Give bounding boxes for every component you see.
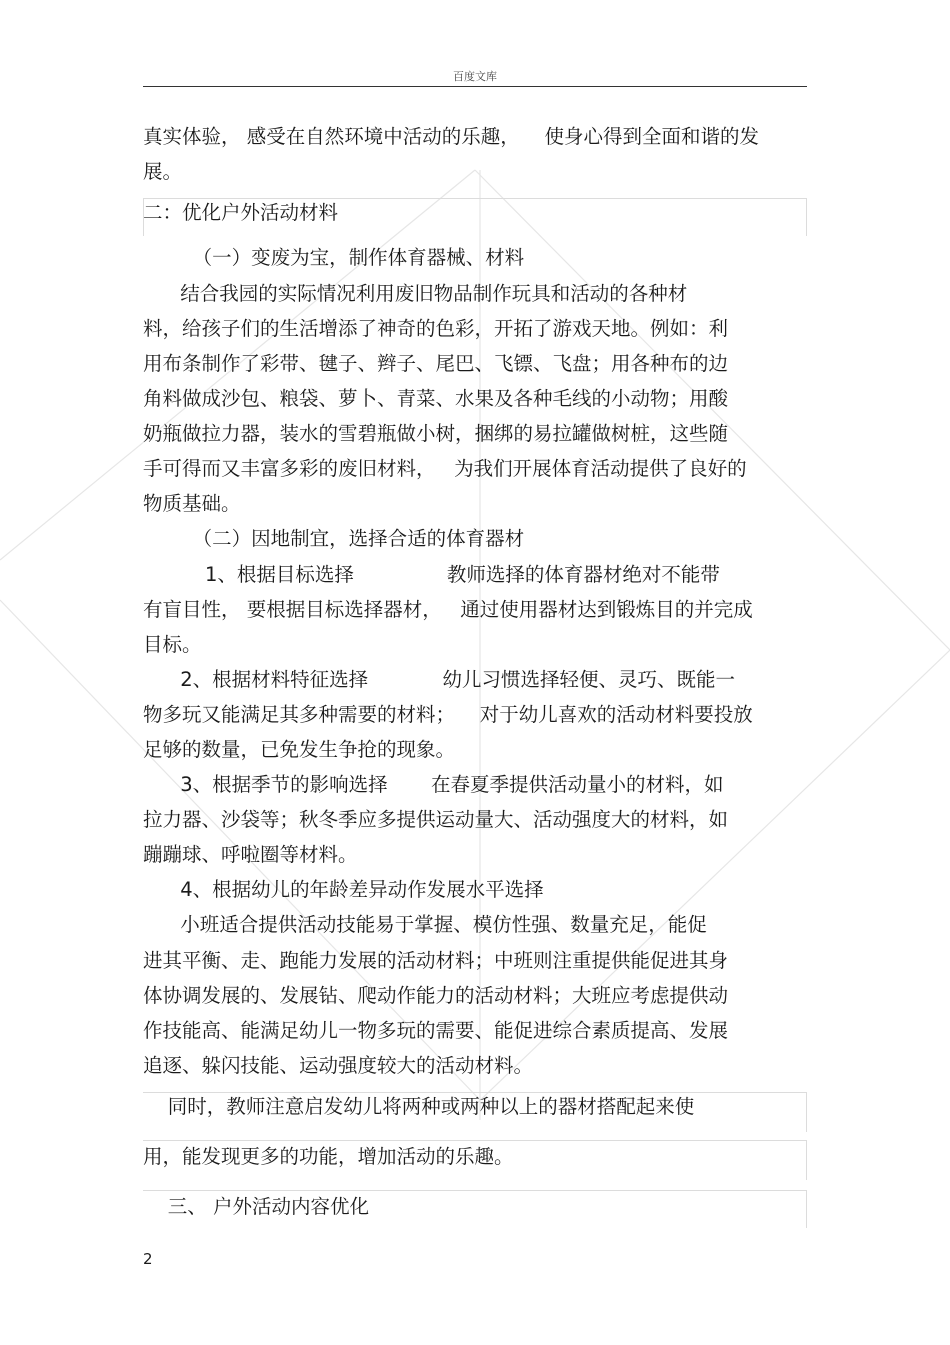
text-line: 2、根据材料特征选择 幼儿习惯选择轻便、灵巧、既能一 (143, 668, 735, 691)
text-line: 物质基础。 (143, 492, 241, 515)
text-line: 追逐、躲闪技能、运动强度较大的活动材料。 (143, 1054, 534, 1077)
text-line: 1、根据目标选择 教师选择的体育器材绝对不能带 (143, 563, 720, 586)
text-line: 用布条制作了彩带、毽子、辫子、尾巴、飞镖、飞盘；用各种布的边 (143, 352, 729, 375)
text-line: 结合我园的实际情况利用废旧物品制作玩具和活动的各种材 (143, 282, 688, 305)
box-line (806, 198, 807, 236)
text-line: 3、根据季节的影响选择 在春夏季提供活动量小的材料，如 (143, 773, 724, 796)
box-line (806, 1092, 807, 1132)
page-number: 2 (143, 1250, 153, 1268)
text-line: 蹦蹦球、呼啦圈等材料。 (143, 843, 358, 866)
text-line: 进其平衡、走、跑能力发展的活动材料；中班则注重提供能促进其身 (143, 949, 729, 972)
subsection-heading: （二）因地制宜，选择合适的体育器材 (143, 527, 525, 550)
text-line: 4、根据幼儿的年龄差异动作发展水平选择 (143, 878, 544, 901)
header-title: 百度文库 (453, 70, 497, 83)
text-line: 作技能高、能满足幼儿一物多玩的需要、能促进综合素质提高、发展 (143, 1019, 729, 1042)
text-line: 目标。 (143, 633, 202, 656)
text-line: 用，能发现更多的功能，增加活动的乐趣。 (143, 1145, 514, 1168)
text-line: 有盲目性， 要根据目标选择器材， 通过使用器材达到锻炼目的并完成 (143, 598, 753, 621)
text-line: 料，给孩子们的生活增添了神奇的色彩，开拓了游戏天地。例如：利 (143, 317, 729, 340)
section-heading: 三、 户外活动内容优化 (143, 1195, 369, 1218)
text-line: 足够的数量，已免发生争抢的现象。 (143, 738, 456, 761)
text-line: 拉力器、沙袋等；秋冬季应多提供运动量大、活动强度大的材料，如 (143, 808, 729, 831)
text-line: 手可得而又丰富多彩的废旧材料， 为我们开展体育活动提供了良好的 (143, 457, 747, 480)
section-heading: 二：优化户外活动材料 (143, 201, 339, 224)
text-line: 展。 (143, 160, 183, 183)
text-line: 体协调发展的、发展钻、爬动作能力的活动材料；大班应考虑提供动 (143, 984, 729, 1007)
box-line (806, 1190, 807, 1228)
header-divider (143, 86, 807, 87)
subsection-heading: （一）变废为宝，制作体育器械、材料 (143, 246, 525, 269)
text-line: 奶瓶做拉力器，装水的雪碧瓶做小树，捆绑的易拉罐做树桩，这些随 (143, 422, 729, 445)
text-line: 物多玩又能满足其多种需要的材料； 对于幼儿喜欢的活动材料要投放 (143, 703, 753, 726)
box-line (806, 1140, 807, 1180)
text-line: 小班适合提供活动技能易于掌握、模仿性强、数量充足，能促 (143, 913, 707, 936)
text-line: 同时，教师注意启发幼儿将两种或两种以上的器材搭配起来使 (143, 1095, 695, 1118)
text-line: 真实体验， 感受在自然环境中活动的乐趣， 使身心得到全面和谐的发 (143, 125, 759, 148)
text-line: 角料做成沙包、粮袋、萝卜、青菜、水果及各种毛线的小动物；用酸 (143, 387, 729, 410)
